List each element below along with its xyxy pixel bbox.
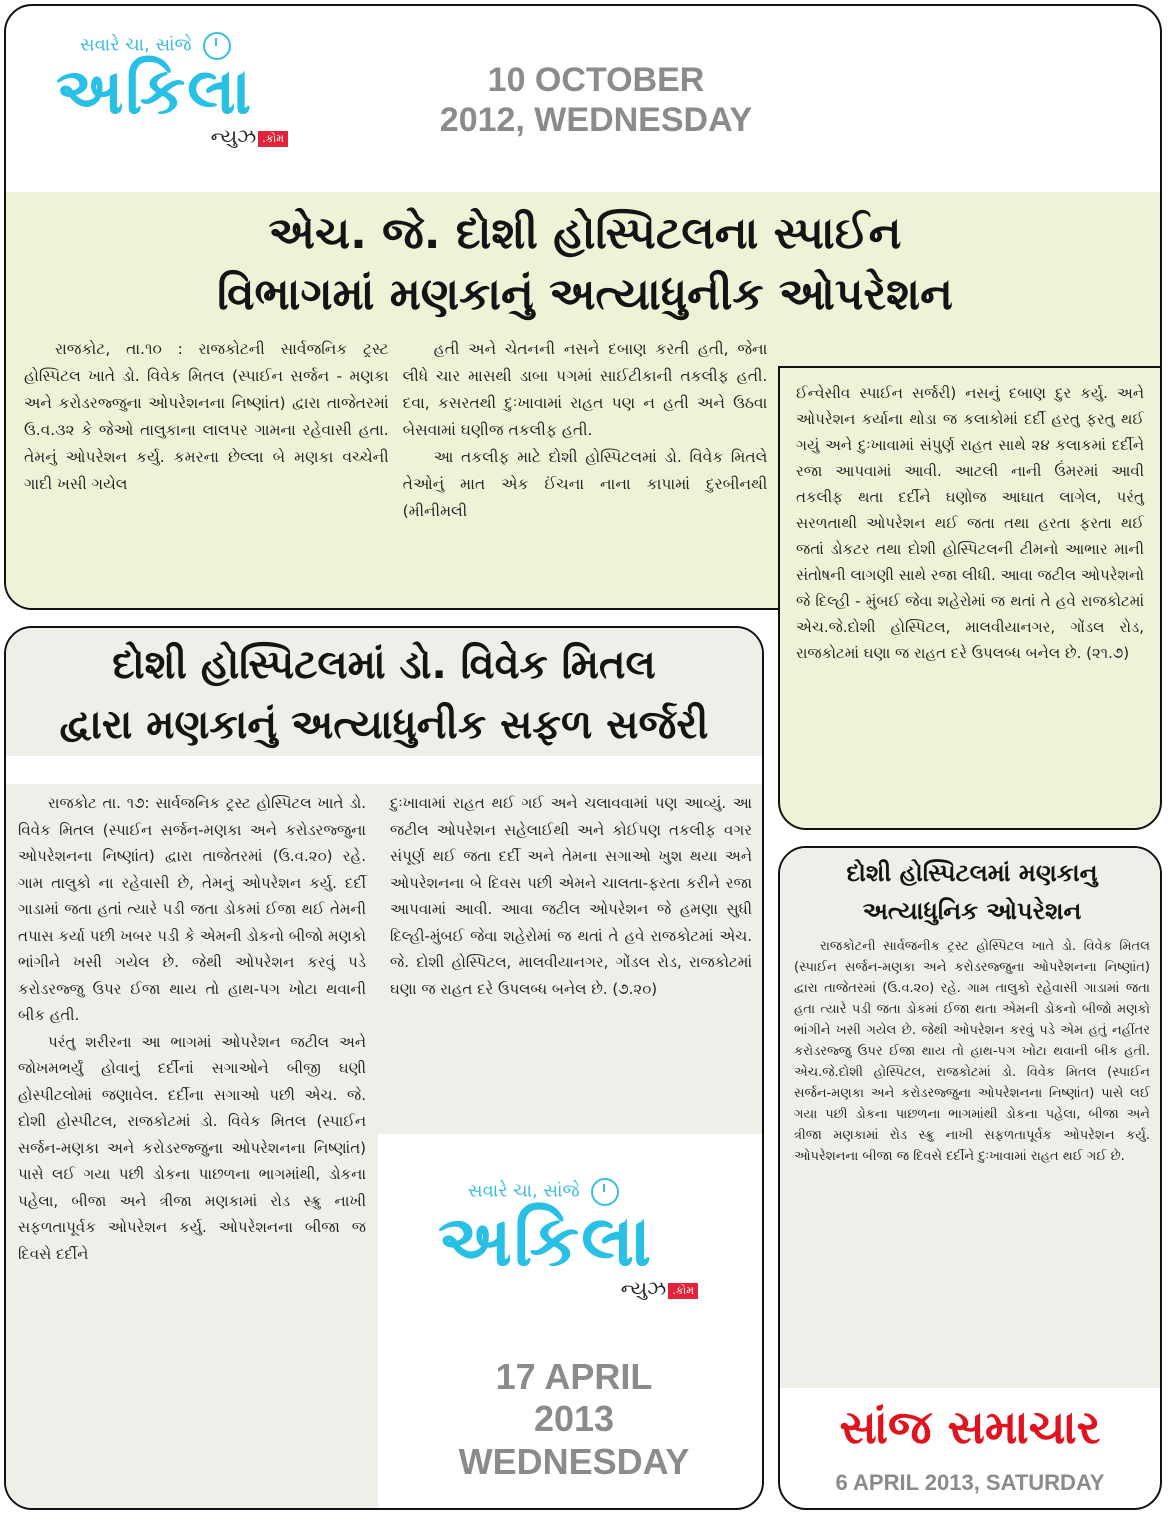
- article1-col1: રાજકોટ, તા.૧૦ : રાજકોટની સાર્વજનિક ટ્રસ્ટ હોસ્પિટલ ખાતે ડો. વિવેક મિતલ (સ્પાઈન સર્જન - મણકા અને કરોડરજ્જુના ઓપરેશનના નિષ્ણાંત) દ્વારા તાજેતરમાં ઉ.વ.૩૨ કે જેઓ તાલુકાના લાલપર ગામના રહેવાસી હતા. તેમનું ઓપરેશન કર્યુ. કમરના છેલ્લા બે મણકા વચ્ચેની ગાદી ખસી ગયેલ: [24, 340, 389, 493]
- article1-col3-text: ઈન્વેસીવ સ્પાઈન સર્જરી) નસનું દબાણ દુર કર્યુ. અને ઓપરેશન કર્યાના થોડા જ કલાકોમાં દર્દી હરતુ ફરતુ થઈ ગયું અને દુઃખાવામાં સંપુર્ણ રાહત સાથે ૨૪ કલાકમાં દર્દીને રજા આપવામાં આવી. આટલી નાની ઉંમરમાં આવી તકલીફ થતા દર્દીને ઘણોજ આઘાત લાગેલ, પરંતુ સરળતાથી ઓપરેશન થઈ જતા તથા હરતા ફરતા થઈ જતાં ડોકટર તથા દોશી હોસ્પિટલની ટીમનો આભાર માની સંતોષની લાગણી સાથે રજા લીધી. આવા જટીલ ઓપરેશનો જે દિલ્હી - મુંબઈ જેવા શહેરોમાં જ થતાં તે હવે રાજકોટમાં એચ.જે.દોશી હોસ્પિટલ, માલવીયાનગર, ગોંડલ રોડ, રાજકોટમાં ઘણા જ રાહત દરે ઉપલબ્ધ બનેલ છે. (૨૧.૭): [796, 384, 1144, 662]
- article2-col2: દુઃખાવામાં રાહત થઈ ગઈ અને ચલાવવામાં પણ આવ્યું. આ જટીલ ઓપરેશન સહેલાઈથી અને કોઈપણ તકલીફ વગર સંપૂર્ણ થઈ જતા દર્દી અને તેમના સગાઓ ખુશ થયા અને ઓપરેશનના બે દિવસ પછી એમને ચાલતા-ફરતા કરીને રજા આપવામાં આવી. આવા જટીલ ઓપરેશન જે હમણા સુધી દિલ્હી-મુંબઈ જેવા શહેરોમાં જ થતાં તે હવે રાજકોટમાં એચ. જે. દોશી હોસ્પિટલ, માલવીયાનગર, ગોંડલ રોડ, રાજકોટમાં ઘણા જ રાહત દરે ઉપલબ્ધ બનેલ છે. (૭.૨૦): [378, 784, 764, 1134]
- date-mid: 17 APRIL 2013 WEDNESDAY: [458, 1356, 690, 1482]
- article3-body: રાજકોટની સાર્વજનીક ટ્રસ્ટ હોસ્પિટલ ખાતે ડો. વિવેક મિતલ (સ્પાઈન સર્જન-મણકા અને કરોડરજ્જુના ઓપરેશનના નિષ્ણાંત) દ્વારા તાજેતરમાં (ઉ.વ.૨૦) રહે. ગામ તાલુકો રહેવાસી ગાડામાં જતા હતા ત્યારે પડી જતા ડોકમાં ઈજા થતા એમની ડોકનો બીજો મણકો ભાંગીને ખસી ગયેલ છે. જેથી ઓપરેશન કરવું પડે એમ હતું નહીંતર કરોડરજ્જુ ઉપર ઈજા થાય તો હાથ-પગ ખોટા થવાની બીક હતી. એચ.જે.દોશી હોસ્પિટલ, રાજકોટમાં ડો. વિવેક મિતલ (સ્પાઈન સર્જન-મણકા અને કરોડરજ્જુના ઓપરેશનના નિષ્ણાંત) પાસે લઈ ગયા પછી ડોકના પાછળના ભાગમાંથી ડોકના પહેલા, બીજા અને ત્રીજા મણકામાં રોડ સ્ક્રુ નાખી સફળતાપૂર્વક ઓપરેશન કર્યુ. ઓપરેશનના બીજા જ દિવસે દર્દીને દુઃખાવામાં રાહત થઈ ગઈ છે.: [794, 939, 1150, 1164]
- article2-col1: રાજકોટ તા. ૧૭: સાર્વજનિક ટ્રસ્ટ હોસ્પિટલ ખાતે ડો. વિવેક મિતલ (સ્પાઈન સર્જન-મણકા અને કરોડરજ્જુના ઓપરેશનના નિષ્ણાંત) દ્વારા તાજેતરમાં (ઉ.વ.૨૦) રહે. ગામ તાલુકો ના રહેવાસી છે, તેમનું ઓપરેશન કર્યુ. દર્દી ગાડામાં જતા હતાં ત્યારે પડી જતા ડોકમાં ઈજા થઈ તેમની તપાસ કર્યા પછી ખબર પડી કે એમની ડોકનો બીજો મણકો ભાંગીને ખસી ગયેલ છે. જેથી ઓપરેશન કરવું પડે કરોડરજ્જુ ઉપર ઈજા થાય તો હાથ-પગ ખોટા થવાની બીક હતી. પરંતુ શરીરના આ ભાગમાં ઓપરેશન જટીલ અને જોખમભર્યું હોવાનું દર્દીનાં સગાઓને બીજી ઘણી હોસ્પીટલોમાં જણાવેલ. દર્દીના સગાઓ પછી એચ. જે. દોશી હોસ્પીટલ, રાજકોટમાં ડો. વિવેક મિતલ (સ્પાઈન સર્જન-મણકા અને કરોડરજ્જુના ઓપરેશનના નિષ્ણાંત) પાસે લઈ ગયા પછી ડોકના પાછળના ભાગમાંથી, ડોકના પહેલા, બીજા અને ત્રીજા મણકામાં રોડ સ્ક્રુ નાખી સફળતાપૂર્વક ઓપરેશન કર્યુ. ઓપરેશનના બીજા જ દિવસે દર્દીને: [6, 784, 378, 1510]
- logo-mid-wordmark: અકિલા: [438, 1200, 654, 1282]
- article2-headline-line1: દોશી હોસ્પિટલમાં ડો. વિવેક મિતલ: [112, 642, 656, 688]
- clock-icon: [591, 1178, 619, 1206]
- logo-mid-subline: ન્યુઝ .કોમ: [438, 1276, 708, 1300]
- akila-logo-mid: [438, 1178, 708, 1300]
- article2-headline-area: [6, 628, 762, 756]
- article1-col3-box: [778, 366, 1162, 830]
- sanj-samachar-logo: સાંજ સમાચાર: [839, 1400, 1101, 1454]
- bottom-right-panel: [778, 846, 1162, 1510]
- article3-headline-line2: અત્યાધુનિક ઓપરેશન: [862, 897, 1082, 925]
- middle-panel: [4, 626, 764, 1510]
- article2-headline-line2: દ્વારા મણકાનું અત્યાધુનીક સફળ સર્જરી: [59, 702, 709, 748]
- date-top: 10 OCTOBER 2012, WEDNESDAY: [439, 61, 753, 140]
- logo-tagline: સવારે ચા, સાંજે: [56, 32, 296, 60]
- logo-wordmark: અકિલા: [56, 55, 254, 129]
- article1-headline-line2: વિભાગમાં મણકાનું અત્યાધુનીક ઓપરેશન: [217, 269, 953, 320]
- logo-subline: ન્યુઝ .કોમ: [56, 124, 296, 148]
- article1-headline-line1: એચ. જે. દોશી હોસ્પિટલના સ્પાઈન: [268, 208, 902, 259]
- article3-headline-line1: દોશી હોસ્પિટલમાં મણકાનુ: [846, 859, 1098, 887]
- date-bottom: 6 APRIL 2013, SATURDAY: [835, 1470, 1105, 1495]
- article3-clipping: [780, 848, 1162, 1388]
- article1-col2: હતી અને ચેતનની નસને દબાણ કરતી હતી, જેના લીધે ચાર માસથી ડાબા પગમાં સાઈટીકાની તકલીફ હતી. દવા, કસરતથી દુઃખાવામાં રાહત પણ ન હતી અને ઉઠવા બેસવામાં ઘણીજ તકલીફ હતી. આ તકલીફ માટે દોશી હોસ્પિટલમાં ડો. વિવેક મિતલે તેઓનું માત એક ઈંચના નાના કાપામાં દુરબીનથી (મીનીમલી: [402, 340, 768, 520]
- akila-logo-top: [56, 32, 296, 148]
- logo-mid-tagline: સવારે ચા, સાંજે: [438, 1178, 708, 1206]
- clock-icon: [203, 32, 231, 60]
